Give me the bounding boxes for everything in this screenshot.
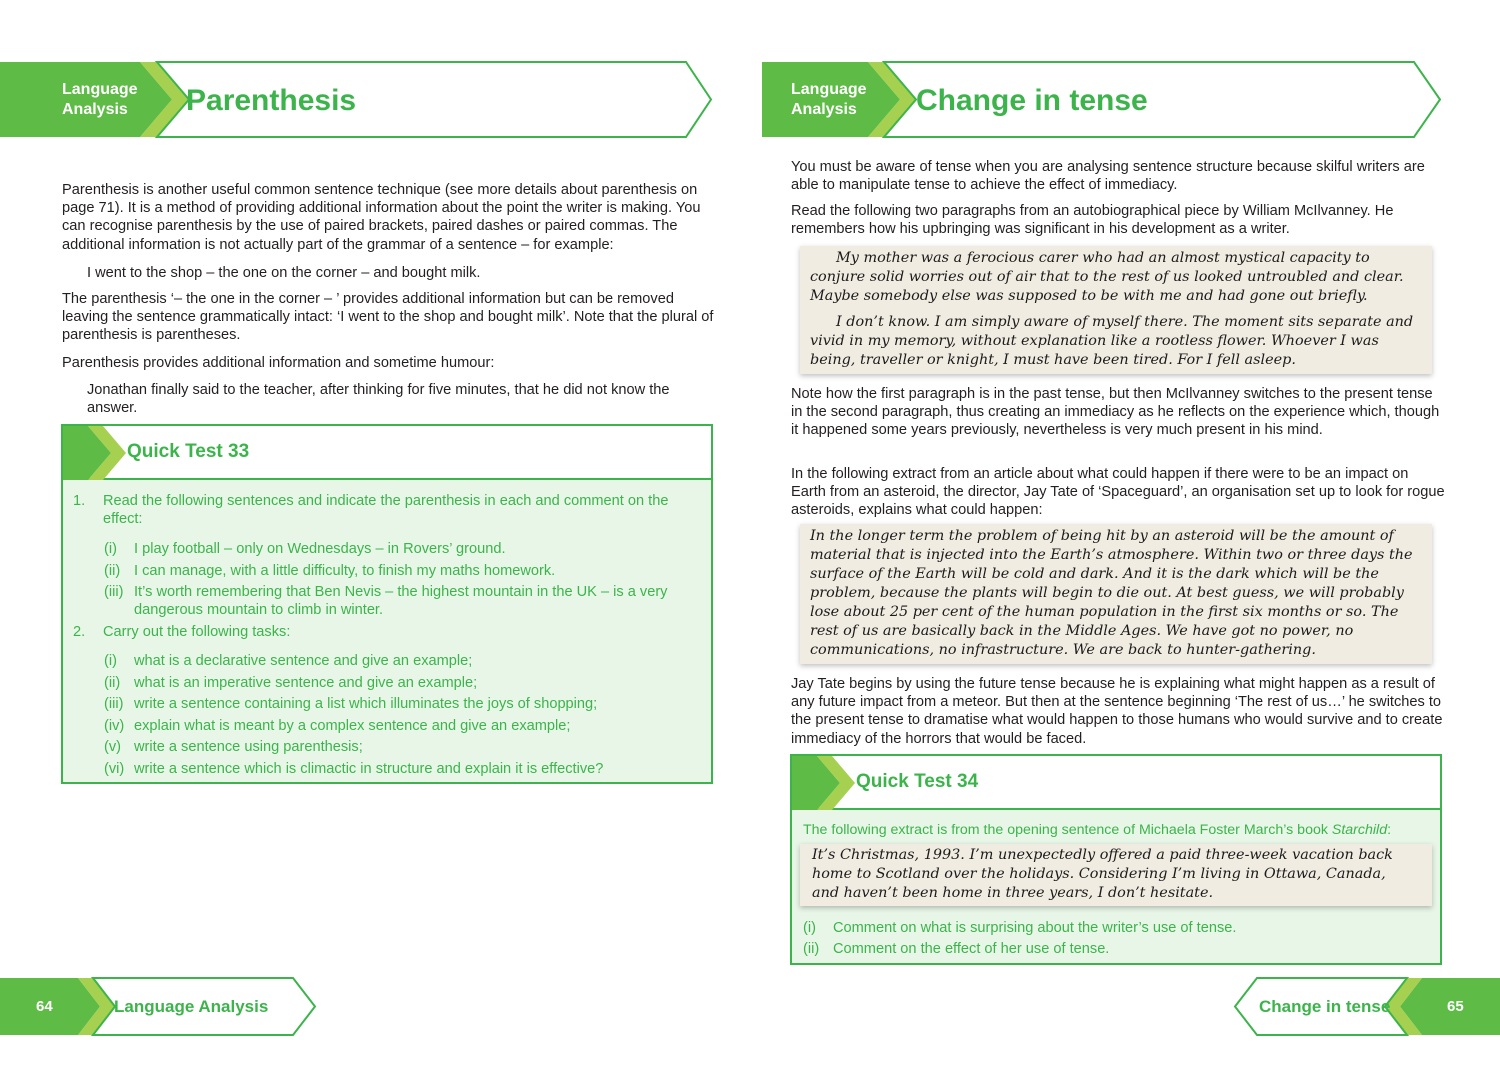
right-page-title: Change in tense xyxy=(916,84,1148,117)
qt33-q2-item-number: (v) xyxy=(104,739,122,755)
right-paragraph-3: Note how the first paragraph is in the past tense, but then McIlvanney switches to the present tense in the second paragraph, thus creating an immediacy as he reflects on the experience which, though it happened some years previously, nevertheless is very much present in his mind. xyxy=(791,386,1440,439)
qt34-item-number: (ii) xyxy=(803,941,820,957)
left-paragraph-3: Parenthesis provides additional information and sometime humour: xyxy=(62,355,495,371)
qt33-q2-item xyxy=(104,652,704,670)
qt33-q1-item-number: (iii) xyxy=(104,584,124,600)
qt33-q2-item xyxy=(104,760,704,778)
right-page-number: 65 xyxy=(1447,998,1464,1015)
quick-test-33-title: Quick Test 33 xyxy=(127,441,250,462)
qt33-q2-item xyxy=(104,738,704,756)
right-paragraph-4: In the following extract from an article about what could happen if there were to be an impact on Earth from an asteroid, the director, Jay Tate of ‘Spaceguard’, an organisation set up to look for rogue asteroids, explains what could happen: xyxy=(791,466,1445,519)
qt33-q1-item-text: I play football – only on Wednesdays – in Rovers’ ground. xyxy=(134,541,506,557)
jay-tate-quote-card xyxy=(800,524,1432,664)
qt33-q1-item xyxy=(104,562,704,580)
quick-test-33-box xyxy=(61,424,713,784)
qt33-q1-item-text: I can manage, with a little difficulty, to finish my maths homework. xyxy=(134,562,556,579)
qt34-intro-end: : xyxy=(1387,822,1392,838)
qt33-q1-item-text: It’s worth remembering that Ben Nevis – the highest mountain in the UK – is a very dangerous mountain to climb in winter. xyxy=(134,584,668,619)
quick-test-33-header xyxy=(63,426,711,480)
qt34-intro-text: The following extract is from the opening sentence of Michaela Foster March’s book xyxy=(803,822,1332,838)
quick-test-34-box xyxy=(790,754,1442,965)
qt33-q2-item-number: (iv) xyxy=(104,717,125,734)
qt33-q2-item-text: what is an imperative sentence and give an example; xyxy=(134,674,478,691)
qt33-q2-item-number: (ii) xyxy=(104,674,121,691)
left-page-number: 64 xyxy=(36,998,53,1015)
qt34-book-title: Starchild xyxy=(1331,822,1388,838)
qt33-q1-item xyxy=(104,583,704,619)
qt33-q2-item xyxy=(104,717,704,735)
right-header-section-label: Language Analysis xyxy=(791,81,867,118)
qt33-q1-number: 1. xyxy=(73,493,86,509)
mcilvanney-quote-card xyxy=(800,246,1432,374)
qt33-q2-item-text: write a sentence containing a list which illuminates the joys of shopping; xyxy=(134,696,598,712)
qt33-q2-number: 2. xyxy=(73,624,86,640)
starchild-quote-card xyxy=(800,844,1432,906)
qt33-q2-item-number: (iii) xyxy=(104,696,124,712)
right-footer-label: Change in tense xyxy=(1259,997,1391,1016)
quick-test-34-title: Quick Test 34 xyxy=(856,771,979,792)
left-example-2: Jonathan finally said to the teacher, after thinking for five minutes, that he did not know the answer. xyxy=(87,382,670,417)
right-paragraph-2: Read the following two paragraphs from an autobiographical piece by William McIlvanney. He remembers how his upbringing was significant in his development as a writer. xyxy=(791,203,1394,238)
qt34-item xyxy=(803,919,1423,937)
qt33-q2-item-number: (i) xyxy=(104,653,117,669)
mcilvanney-quote-para-2: I don’t know. I am simply aware of myself there. The moment sits separate and vivid in my memory, without explanation like a rootless flower. Whoever I was being, traveller or knight, I must have been tired. For I fell asleep. xyxy=(810,314,1414,368)
right-paragraph-5: Jay Tate begins by using the future tense because he is explaining what might happen as a result of any future impact from a meteor. But then at the sentence beginning ‘The rest of us…’ he switches to the present tense to dramatise what would happen to those humans who would survive and to create immediacy of the horrors that would be faced. xyxy=(791,676,1443,747)
jay-tate-quote: In the longer term the problem of being hit by an asteroid will be the amount of material that is injected into the Earth’s atmosphere. Within two or three days the surface of the Earth will be cold and dark. And it is the dark which will be the problem, because the plants will begin to die out. At best guess, we will probably lose about 25 per cent of the human population in the first six months or so. The rest of us are basically back in the Middle Ages. We have got no power, no communications, no infrastructure. We are back to hunter-gathering. xyxy=(810,528,1413,658)
qt33-q2-item-text: write a sentence which is climactic in structure and explain it is effective? xyxy=(134,760,604,777)
qt33-q2-item-number: (vi) xyxy=(104,760,125,777)
qt33-question-2 xyxy=(73,623,703,641)
quick-test-34-header xyxy=(792,756,1440,810)
qt34-item-number: (i) xyxy=(803,920,816,936)
left-paragraph-2: The parenthesis ‘– the one in the corner – ’ provides additional information but can be removed leaving the sentence grammatically intact: ‘I went to the shop and bought milk’. Note that the plural of parenthesis is parentheses. xyxy=(62,291,714,344)
left-page-title: Parenthesis xyxy=(186,84,357,117)
qt33-question-1 xyxy=(73,492,703,528)
qt33-q2-item xyxy=(104,695,704,713)
qt34-intro xyxy=(803,821,1439,839)
qt33-q1-item-number: (i) xyxy=(104,541,117,557)
qt33-q1-item-number: (ii) xyxy=(104,562,121,579)
qt33-q2-item-text: write a sentence using parenthesis; xyxy=(134,739,363,755)
qt33-q1-text: Read the following sentences and indicate the parenthesis in each and comment on the effect: xyxy=(103,493,669,528)
qt33-q2-text: Carry out the following tasks: xyxy=(103,624,291,640)
starchild-quote: It’s Christmas, 1993. I’m unexpectedly offered a paid three-week vacation back home to Scotland over the holidays. Considering I’m living in Ottawa, Canada, and haven’t been home in three years, I don’t hesitate. xyxy=(812,847,1393,901)
left-header-section-label: Language Analysis xyxy=(62,81,138,118)
qt34-item-text: Comment on what is surprising about the writer’s use of tense. xyxy=(833,920,1237,936)
qt34-item xyxy=(803,940,1423,958)
right-paragraph-1: You must be aware of tense when you are analysing sentence structure because skilful writers are able to manipulate tense to achieve the effect of immediacy. xyxy=(791,159,1425,194)
qt33-q2-item-text: what is a declarative sentence and give an example; xyxy=(134,653,473,669)
qt34-item-text: Comment on the effect of her use of tense. xyxy=(833,941,1110,957)
left-intro-paragraph: Parenthesis is another useful common sentence technique (see more details about parenthesis on page 71). It is a method of providing additional information about the point the writer is making. You can recognise parenthesis by the use of paired brackets, paired dashes or paired commas. The additional information is not actually part of the grammar of a sentence – for example: xyxy=(62,182,701,253)
mcilvanney-quote-para-1: My mother was a ferocious carer who had an almost mystical capacity to conjure solid worries out of air that to the rest of us looked untroubled and clear. Maybe somebody else was supposed to be with me and had gone out briefly. xyxy=(810,250,1404,304)
left-footer-label: Language Analysis xyxy=(114,997,269,1016)
left-example-1: I went to the shop – the one on the corner – and bought milk. xyxy=(87,265,481,281)
qt33-q2-item xyxy=(104,674,704,692)
qt33-q2-item-text: explain what is meant by a complex sentence and give an example; xyxy=(134,717,571,734)
qt33-q1-item xyxy=(104,540,704,558)
